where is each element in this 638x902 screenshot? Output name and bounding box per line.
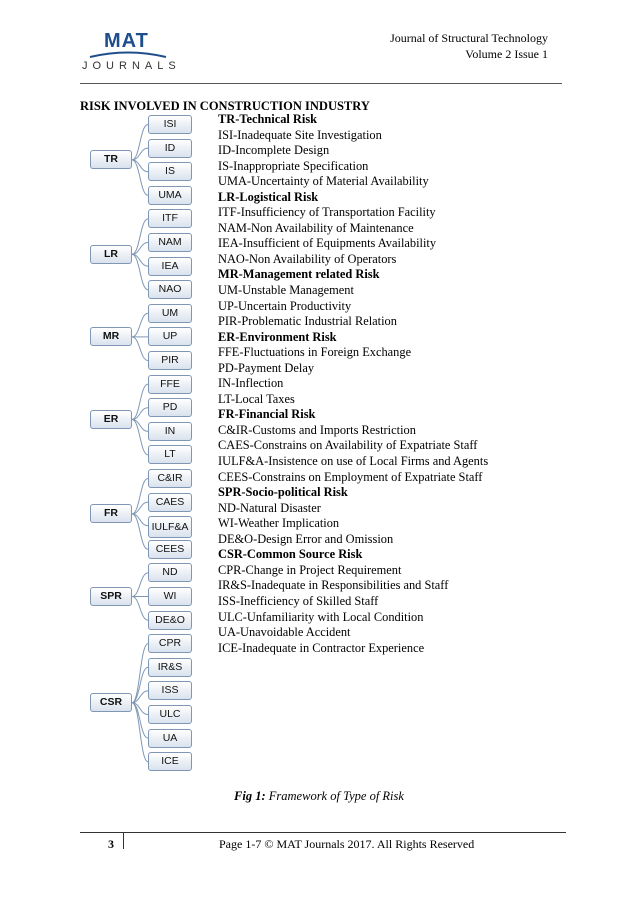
logo-swoosh-icon (88, 50, 168, 60)
legend-category: CSR-Common Source Risk (218, 547, 363, 562)
legend-item: ULC-Unfamiliarity with Local Condition (218, 609, 424, 624)
legend-item: LT-Local Taxes (218, 391, 295, 406)
risk-node-is: IS (148, 162, 192, 181)
connector-line (132, 337, 148, 361)
legend-item: ISS-Inefficiency of Skilled Staff (218, 593, 379, 608)
risk-category-spr: SPR (90, 587, 132, 606)
legend-category: MR-Management related Risk (218, 267, 380, 282)
legend-item: NAO-Non Availability of Operators (218, 251, 397, 266)
risk-node-isi: ISI (148, 115, 192, 134)
risk-category-fr: FR (90, 504, 132, 523)
risk-node-ffe: FFE (148, 375, 192, 394)
journal-info (390, 30, 548, 62)
legend-item: NAM-Non Availability of Maintenance (218, 220, 414, 235)
figure-caption (0, 789, 638, 804)
risk-category-er: ER (90, 410, 132, 429)
page-number-separator (123, 832, 124, 849)
risk-node-cees: CEES (148, 540, 192, 559)
risk-node-nam: NAM (148, 233, 192, 252)
legend-item: IR&S-Inadequate in Responsibilities and Staff (218, 578, 449, 593)
legend-item: IEA-Insufficient of Equipments Availability (218, 236, 437, 251)
connector-line (132, 703, 148, 762)
legend-item: ITF-Insufficiency of Transportation Facility (218, 205, 436, 220)
legend-item: PIR-Problematic Industrial Relation (218, 314, 397, 329)
legend-category: FR-Financial Risk (218, 407, 316, 422)
risk-node-ua: UA (148, 729, 192, 748)
risk-node-up: UP (148, 327, 192, 346)
legend-item: C&IR-Customs and Imports Restriction (218, 422, 416, 437)
risk-node-ice: ICE (148, 752, 192, 771)
legend-item: CEES-Constrains on Employment of Expatriate Staff (218, 469, 483, 484)
risk-category-tr: TR (90, 150, 132, 169)
risk-node-itf: ITF (148, 209, 192, 228)
journal-name: Journal of Structural Technology (390, 31, 548, 45)
risk-node-irs: IR&S (148, 658, 192, 677)
header-divider (80, 83, 562, 84)
legend-item: DE&O-Design Error and Omission (218, 531, 394, 546)
risk-category-lr: LR (90, 245, 132, 264)
risk-node-cir: C&IR (148, 469, 192, 488)
legend-item: UMA-Uncertainty of Material Availability (218, 174, 429, 189)
risk-node-wi: WI (148, 587, 192, 606)
legend-item: WI-Weather Implication (218, 516, 340, 531)
legend-category: ER-Environment Risk (218, 329, 337, 344)
legend-category: TR-Technical Risk (218, 112, 318, 126)
risk-node-nao: NAO (148, 280, 192, 299)
legend-item: IS-Inappropriate Specification (218, 158, 369, 173)
legend-item: PD-Payment Delay (218, 360, 315, 375)
risk-category-csr: CSR (90, 693, 132, 712)
legend-item: FFE-Fluctuations in Foreign Exchange (218, 345, 412, 360)
legend-category: SPR-Socio-political Risk (218, 485, 348, 500)
legend-item: CPR-Change in Project Requirement (218, 562, 402, 577)
risk-node-caes: CAES (148, 493, 192, 512)
risk-node-iulfa: IULF&A (148, 516, 192, 538)
legend-item: UA-Unavoidable Accident (218, 625, 351, 640)
legend-item: ISI-Inadequate Site Investigation (218, 127, 382, 142)
footer-text: Page 1-7 © MAT Journals 2017. All Rights Reserved (219, 837, 475, 851)
logo-sub-text: JOURNALS (82, 60, 181, 72)
risk-node-pir: PIR (148, 351, 192, 370)
connector-line (132, 573, 148, 597)
publisher-logo (80, 30, 190, 76)
risk-node-um: UM (148, 304, 192, 323)
section-title: RISK INVOLVED IN CONSTRUCTION INDUSTRY (80, 99, 370, 113)
legend-item: CAES-Constrains on Availability of Expatriate Staff (218, 438, 478, 453)
risk-node-cpr: CPR (148, 634, 192, 653)
legend-item: IULF&A-Insistence on use of Local Firms and Agents (218, 454, 489, 469)
legend-item: UP-Uncertain Productivity (218, 298, 352, 313)
legend-item: IN-Inflection (218, 376, 284, 391)
risk-node-uma: UMA (148, 186, 192, 205)
footer-divider (80, 832, 566, 833)
risk-node-in: IN (148, 422, 192, 441)
connector-line (132, 313, 148, 337)
legend-item: UM-Unstable Management (218, 283, 354, 298)
legend-item: ID-Incomplete Design (218, 143, 330, 158)
risk-node-iss: ISS (148, 681, 192, 700)
risk-node-deo: DE&O (148, 611, 192, 630)
risk-node-iea: IEA (148, 257, 192, 276)
figure-label: Fig 1: (234, 789, 266, 803)
risk-node-pd: PD (148, 398, 192, 417)
legend-item: ICE-Inadequate in Contractor Experience (218, 640, 425, 655)
figure-caption-text: Framework of Type of Risk (265, 789, 404, 803)
connector-line (132, 597, 148, 621)
risk-node-id: ID (148, 139, 192, 158)
risk-node-lt: LT (148, 445, 192, 464)
risk-node-nd: ND (148, 563, 192, 582)
risk-node-ulc: ULC (148, 705, 192, 724)
risk-category-mr: MR (90, 327, 132, 346)
risk-legend (218, 112, 488, 656)
page-number: 3 (108, 837, 114, 851)
legend-category: LR-Logistical Risk (218, 189, 319, 204)
connector-line (132, 644, 148, 703)
legend-item: ND-Natural Disaster (218, 500, 321, 515)
logo-main-text: MAT (104, 30, 149, 52)
journal-volume: Volume 2 Issue 1 (465, 47, 548, 61)
